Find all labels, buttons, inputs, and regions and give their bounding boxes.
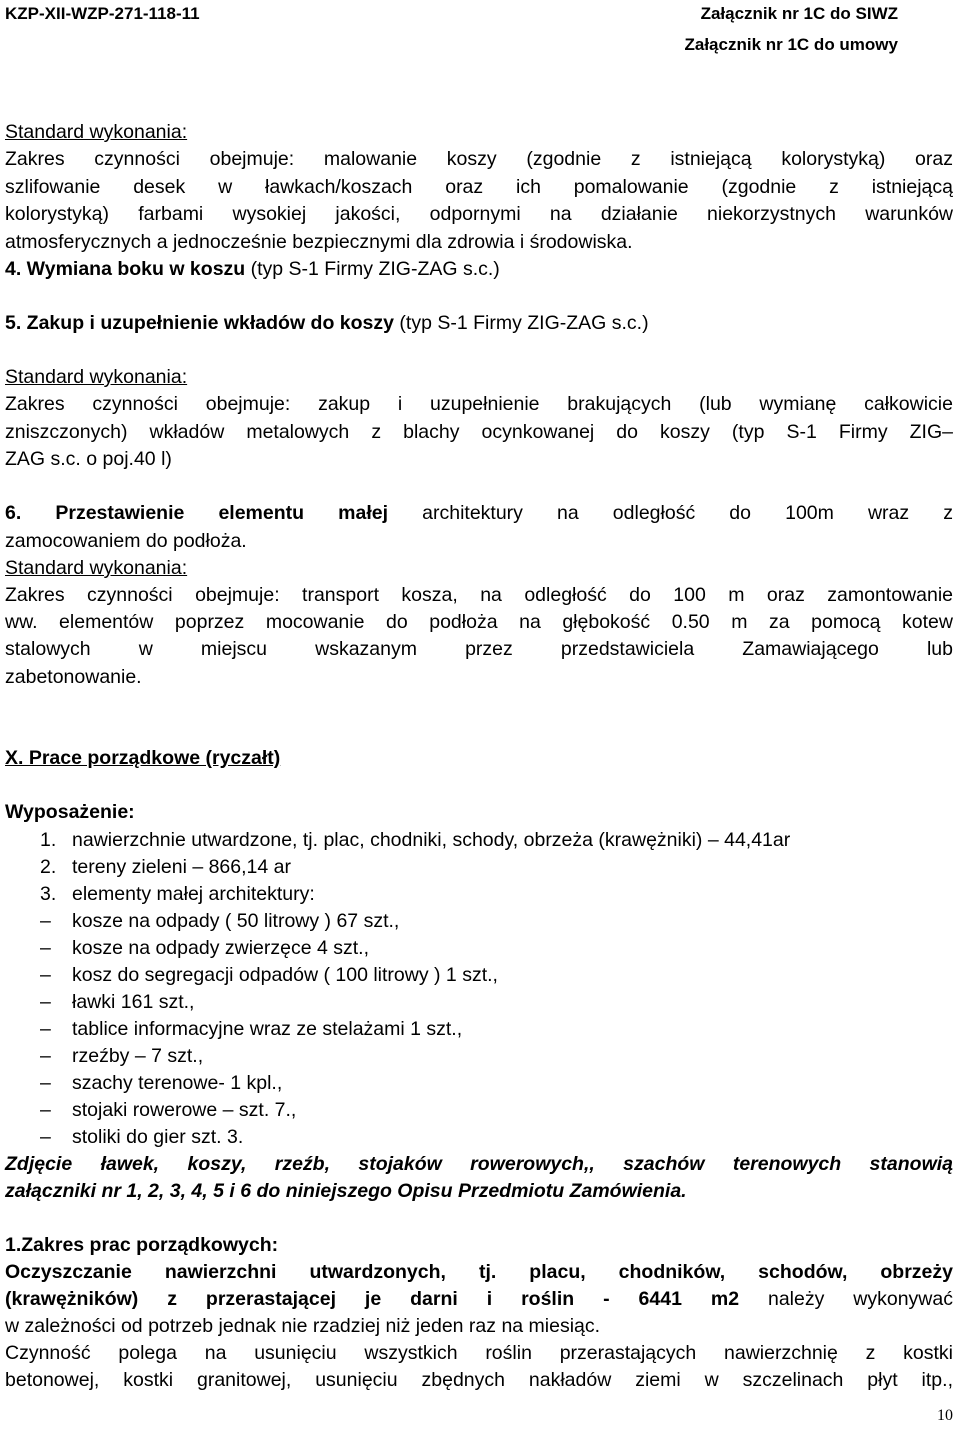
list-item xyxy=(40,1016,462,1043)
item-6-title: 6. Przestawienie elementu małej xyxy=(5,502,389,524)
list-item xyxy=(40,881,315,908)
list-number: 3. xyxy=(40,883,57,905)
dash-bullet: – xyxy=(40,937,51,959)
cleaning-line: Oczyszczanie nawierzchni utwardzonych, tj. placu, chodników, schodów, obrzeży xyxy=(5,1261,953,1283)
list-text: rzeźby – 7 szt., xyxy=(72,1045,204,1067)
list-item xyxy=(40,854,291,881)
list-text: kosze na odpady ( 50 litrowy ) 67 szt., xyxy=(72,910,400,932)
list-number: 1. xyxy=(40,829,57,851)
list-item xyxy=(40,935,369,962)
dash-bullet: – xyxy=(40,1045,51,1067)
list-item xyxy=(40,908,399,935)
cleaning-line: w zależności od potrzeb jednak nie rzadziej niż jeden raz na miesiąc. xyxy=(5,1315,601,1337)
dash-bullet: – xyxy=(40,1018,51,1040)
list-text: kosze na odpady zwierzęce 4 szt., xyxy=(72,937,369,959)
attachments-note: Zdjęcie ławek, koszy, rzeźb, stojaków rowerowych,, szachów terenowych stanowią xyxy=(5,1153,953,1175)
list-item xyxy=(40,1124,243,1151)
item-5-title: 5. Zakup i uzupełnienie wkładów do koszy xyxy=(5,312,394,334)
attachments-note: załączniki nr 1, 2, 3, 4, 5 i 6 do niniejszego Opisu Przedmiotu Zamówienia. xyxy=(5,1180,687,1202)
item-4-title: 4. Wymiana boku w koszu xyxy=(5,258,246,280)
document-id: KZP-XII-WZP-271-118-11 xyxy=(5,4,200,23)
dash-bullet: – xyxy=(40,910,51,932)
paragraph-line: Zakres czynności obejmuje: zakup i uzupełnienie brakujących (lub wymianę całkowicie xyxy=(5,393,953,415)
cleaning-line: Czynność polega na usunięciu wszystkich roślin przerastających nawierzchnię z kostki xyxy=(5,1342,953,1364)
list-item xyxy=(40,1070,282,1097)
item-5-type: (typ S-1 Firmy ZIG-ZAG s.c.) xyxy=(394,312,649,334)
dash-bullet: – xyxy=(40,991,51,1013)
paragraph-line: kolorystyką) farbami wysokiej jakości, odpornymi na działanie niekorzystnych warunków xyxy=(5,203,953,225)
dash-bullet: – xyxy=(40,1126,51,1148)
item-4-heading xyxy=(5,256,953,283)
paragraph-line: atmosferycznych a jednocześnie bezpiecznymi dla zdrowia i środowiska. xyxy=(5,231,633,253)
list-text: stojaki rowerowe – szt. 7., xyxy=(72,1099,297,1121)
list-item xyxy=(40,827,790,854)
standard-heading: Standard wykonania: xyxy=(5,557,188,579)
paragraph-line: ww. elementów poprzez mocowanie do podłoża na głębokość 0.50 m za pomocą kotew xyxy=(5,611,953,633)
list-item xyxy=(40,962,498,989)
cleaning-heading: 1.Zakres prac porządkowych: xyxy=(5,1234,279,1256)
paragraph-line: Zakres czynności obejmuje: transport kosza, na odległość do 100 m oraz zamontowanie xyxy=(5,584,953,606)
paragraph-line: szlifowanie desek w ławkach/koszach oraz ich pomalowanie (zgodnie z istniejącą xyxy=(5,176,953,198)
annex-siwz: Załącznik nr 1C do SIWZ xyxy=(700,4,898,23)
list-text: elementy małej architektury: xyxy=(72,883,315,905)
list-text: kosz do segregacji odpadów ( 100 litrowy ) 1 szt., xyxy=(72,964,498,986)
standard-heading: Standard wykonania: xyxy=(5,366,188,388)
item-5-heading xyxy=(5,310,953,337)
list-number: 2. xyxy=(40,856,57,878)
paragraph-line: ZAG s.c. o poj.40 l) xyxy=(5,448,172,470)
list-item xyxy=(40,1043,203,1070)
item-6-heading xyxy=(5,500,953,527)
cleaning-text: należy wykonywać xyxy=(739,1288,953,1310)
equipment-heading: Wyposażenie: xyxy=(5,801,135,823)
paragraph-line: zamocowaniem do podłoża. xyxy=(5,530,247,552)
paragraph-line: zniszczonych) wkładów metalowych z blachy ocynkowanej do koszy (typ S-1 Firmy ZIG– xyxy=(5,421,953,443)
page-number: 10 xyxy=(937,1407,953,1424)
item-6-text: architektury na odległość do 100m wraz z xyxy=(388,502,953,524)
list-text: tereny zieleni – 866,14 ar xyxy=(72,856,291,878)
paragraph-line: Zakres czynności obejmuje: malowanie koszy (zgodnie z istniejącą kolorystyką) oraz xyxy=(5,148,953,170)
list-item xyxy=(40,989,194,1016)
list-text: tablice informacyjne wraz ze stelażami 1 szt., xyxy=(72,1018,463,1040)
standard-heading: Standard wykonania: xyxy=(5,121,188,143)
annex-umowy: Załącznik nr 1C do umowy xyxy=(684,35,898,54)
dash-bullet: – xyxy=(40,964,51,986)
cleaning-bold: (krawężników) z przerastającej je darni i roślin - 6441 m2 xyxy=(5,1288,740,1310)
dash-bullet: – xyxy=(40,1099,51,1121)
cleaning-line xyxy=(5,1286,953,1313)
item-4-type: (typ S-1 Firmy ZIG-ZAG s.c.) xyxy=(245,258,500,280)
list-text: stoliki do gier szt. 3. xyxy=(72,1126,244,1148)
list-text: szachy terenowe- 1 kpl., xyxy=(72,1072,283,1094)
list-item xyxy=(40,1097,296,1124)
section-x-title: X. Prace porządkowe (ryczałt) xyxy=(5,747,281,769)
paragraph-line: zabetonowanie. xyxy=(5,666,142,688)
cleaning-line: betonowej, kostki granitowej, usunięciu zbędnych nakładów ziemi w szczelinach płyt itp., xyxy=(5,1369,953,1391)
list-text: nawierzchnie utwardzone, tj. plac, chodniki, schody, obrzeża (krawężniki) – 44,41ar xyxy=(72,829,791,851)
dash-bullet: – xyxy=(40,1072,51,1094)
paragraph-line: stalowych w miejscu wskazanym przez przedstawiciela Zamawiającego lub xyxy=(5,638,953,660)
list-text: ławki 161 szt., xyxy=(72,991,195,1013)
